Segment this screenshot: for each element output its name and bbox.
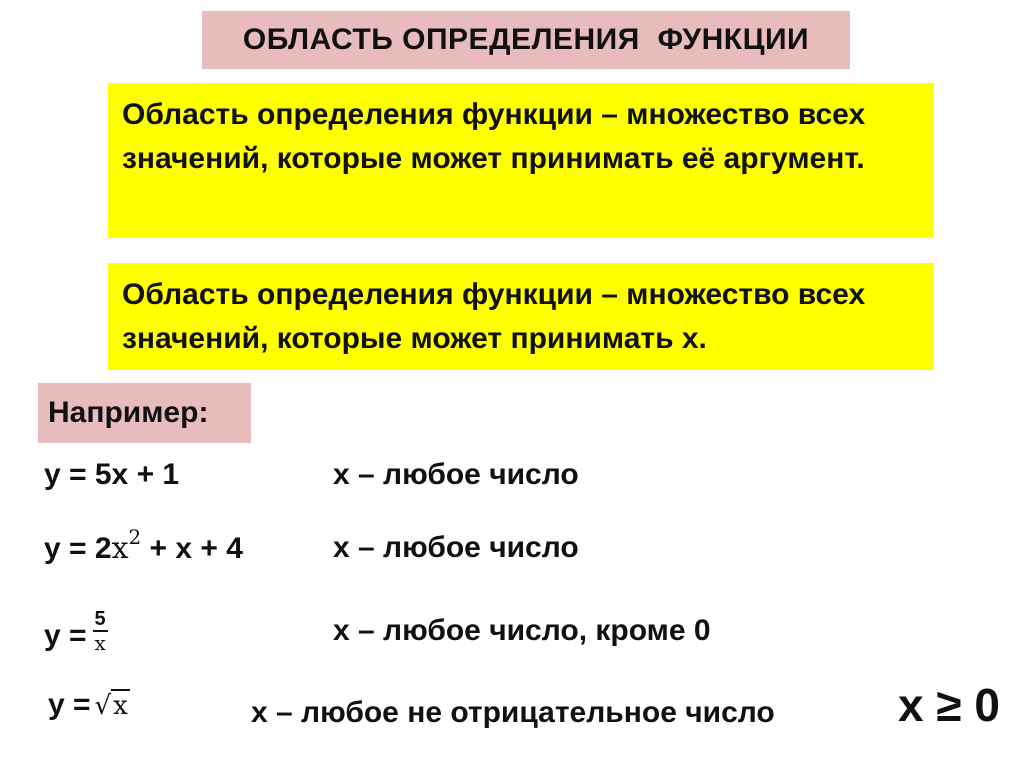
sqrt-symbol: √ (94, 691, 112, 721)
fraction-denominator: x (94, 631, 106, 655)
slide-title: ОБЛАСТЬ ОПРЕДЕЛЕНИЯ ФУНКЦИИ (202, 11, 850, 69)
example-label: Например: (38, 383, 251, 443)
domain-sqrt: x – любое не отрицательное число (251, 696, 775, 729)
formula-quadratic-rest: + x + 4 (141, 532, 243, 565)
definition-box-argument: Область определения функции – множество всех значений, которые может принимать её аргумент. (108, 83, 934, 238)
fraction (93, 608, 108, 654)
formula-quadratic-var: x (111, 531, 129, 566)
formula-fraction-lhs: y = (44, 618, 87, 652)
definition-box-x: Область определения функции – множество всех значений, которые может принимать x. (108, 263, 934, 370)
formula-sqrt (48, 688, 130, 722)
domain-linear: x – любое число (333, 458, 579, 491)
condition-nonnegative: x ≥ 0 (898, 679, 1000, 731)
formula-quadratic-lhs: y = 2 (44, 532, 112, 565)
formula-linear: y = 5x + 1 (44, 458, 180, 491)
domain-quadratic: x – любое число (333, 531, 579, 564)
formula-quadratic (44, 525, 243, 566)
formula-sqrt-lhs: y = (48, 688, 91, 721)
sqrt-radicand: x (113, 691, 128, 721)
fraction-numerator: 5 (94, 608, 106, 630)
formula-fraction (44, 608, 108, 660)
sqrt-icon (95, 691, 130, 721)
formula-quadratic-exponent: 2 (128, 525, 142, 549)
domain-fraction: x – любое число, кроме 0 (333, 614, 711, 647)
